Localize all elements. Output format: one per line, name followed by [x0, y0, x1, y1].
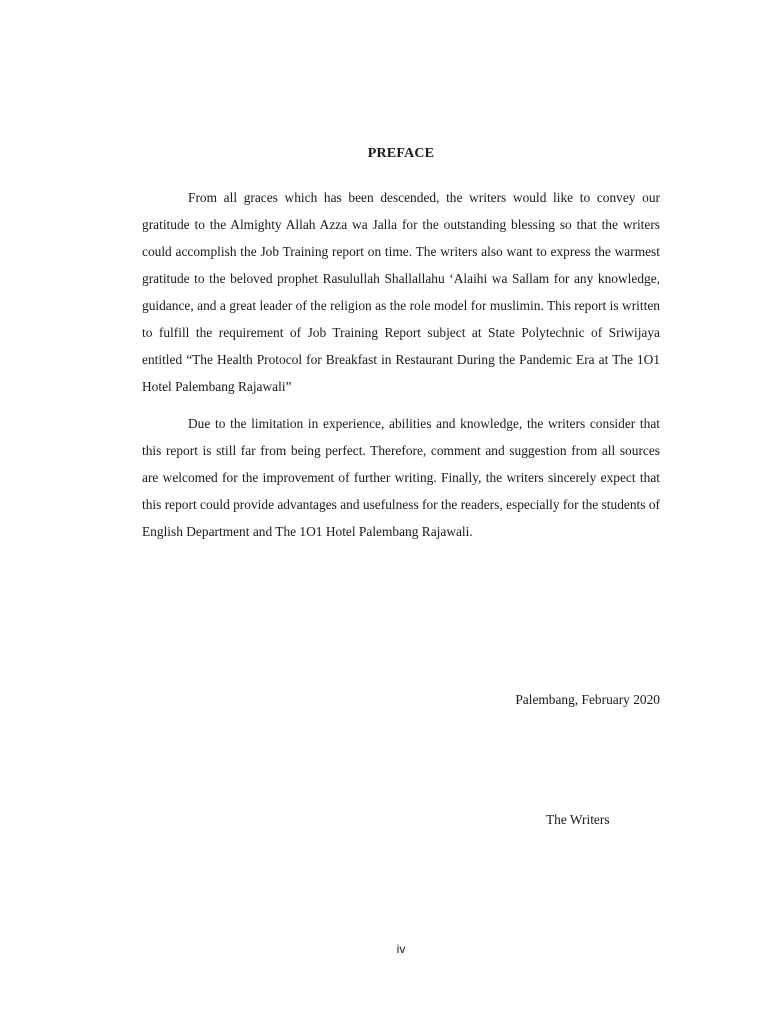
- page-number: iv: [396, 942, 406, 956]
- preface-body: [142, 184, 660, 545]
- place-and-date: Palembang, February 2020: [515, 692, 660, 707]
- page-title: PREFACE: [367, 146, 435, 161]
- paragraph-1: From all graces which has been descended, the writers would like to convey our gratitude to the Almighty Allah Azza wa Jalla for the outstanding blessing so that the writers could accomplish the Job Training report on time. The writers also want to express the warmest gratitude to the beloved prophet Rasulullah Shallallahu ‘Alaihi wa Sallam for any knowledge, guidance, and a great leader of the religion as the role model for muslimin. This report is written to fulfill the requirement of Job Training Report subject at State Polytechnic of Sriwijaya entitled “The Health Protocol for Breakfast in Restaurant During the Pandemic Era at The 1O1 Hotel Palembang Rajawali”: [142, 190, 660, 394]
- signature: The Writers: [546, 812, 610, 827]
- paragraph-2: Due to the limitation in experience, abilities and knowledge, the writers consider that this report is still far from being perfect. Therefore, comment and suggestion from all sources are welcomed for the improvement of further writing. Finally, the writers sincerely expect that this report could provide advantages and usefulness for the readers, especially for the students of English Department and The 1O1 Hotel Palembang Rajawali.: [142, 416, 660, 539]
